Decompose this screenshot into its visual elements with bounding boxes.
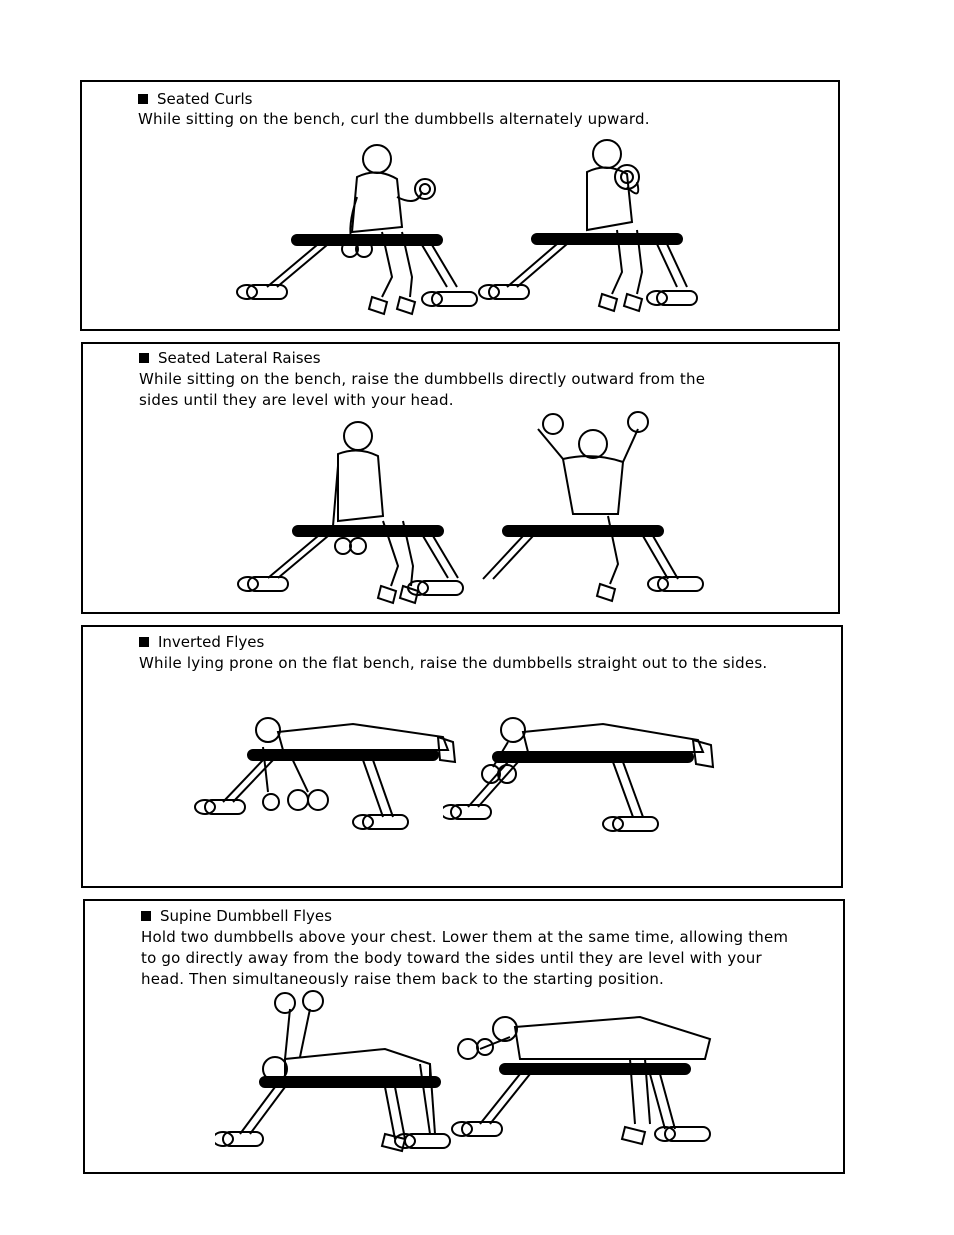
description-line: While sitting on the bench, raise the dumbbells directly outward from the — [139, 370, 706, 388]
description-line: Hold two dumbbells above your chest. Lower them at the same time, allowing them — [141, 928, 789, 946]
seated-curl-illustration-1 — [232, 137, 482, 327]
exercise-title-text: Seated Lateral Raises — [158, 349, 321, 367]
bullet-icon — [139, 637, 149, 647]
description-line: to go directly away from the body toward the sides until they are level with your — [141, 949, 762, 967]
description-line: head. Then simultaneously raise them back to the starting position. — [141, 970, 664, 988]
exercise-title — [139, 632, 264, 652]
supine-flye-illustration-1 — [215, 989, 475, 1169]
bullet-icon — [141, 911, 151, 921]
exercise-description: While sitting on the bench, curl the dumbbells alternately upward. — [138, 110, 650, 128]
exercise-title-text: Seated Curls — [157, 90, 253, 108]
seated-curl-illustration-2 — [477, 132, 707, 327]
exercise-panel-seated-curls — [80, 80, 840, 331]
inverted-flye-illustration-1 — [193, 712, 473, 837]
exercise-panel-inverted-flyes — [81, 625, 843, 888]
exercise-description — [141, 927, 788, 990]
bullet-icon — [138, 94, 148, 104]
exercise-panel-supine-dumbbell-flyes — [83, 899, 845, 1174]
exercise-title — [139, 348, 321, 368]
exercise-description: While lying prone on the flat bench, raise the dumbbells straight out to the sides. — [139, 654, 768, 672]
supine-flye-illustration-2 — [450, 1009, 730, 1164]
bullet-icon — [139, 353, 149, 363]
description-line: sides until they are level with your head. — [139, 391, 454, 409]
lateral-raise-illustration-2 — [468, 404, 718, 604]
lateral-raise-illustration-1 — [233, 416, 483, 606]
exercise-title — [138, 89, 252, 109]
exercise-title-text: Inverted Flyes — [158, 633, 265, 651]
exercise-panel-seated-lateral-raises — [81, 342, 840, 614]
exercise-title — [141, 906, 332, 926]
inverted-flye-illustration-2 — [443, 712, 733, 837]
exercise-title-text: Supine Dumbbell Flyes — [160, 907, 332, 925]
